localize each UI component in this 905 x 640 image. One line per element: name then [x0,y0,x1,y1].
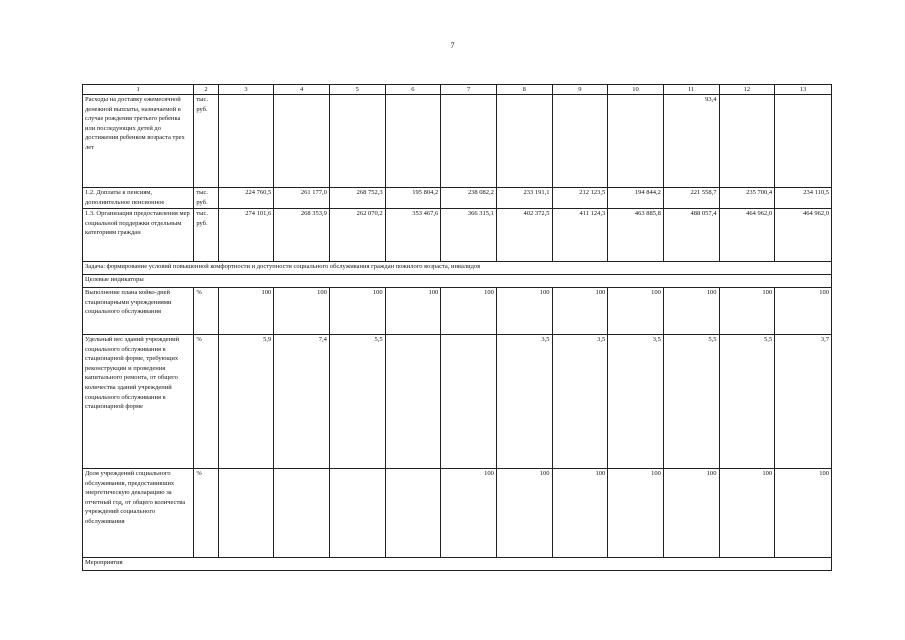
column-number-row [83,85,832,95]
value-cell: 100 [552,288,608,335]
column-header: 4 [274,85,330,95]
activities-heading: Мероприятия [83,558,832,571]
column-header: 3 [218,85,274,95]
value-cell: 5,5 [719,335,775,469]
value-cell: 411 124,3 [552,209,608,262]
value-cell: 100 [441,469,497,558]
row-unit: % [194,469,218,558]
value-cell: 100 [218,288,274,335]
value-cell: 212 123,5 [552,188,608,209]
value-cell [608,95,664,188]
column-header: 12 [719,85,775,95]
table-row [83,209,832,262]
value-cell: 100 [552,469,608,558]
value-cell: 261 177,0 [274,188,330,209]
row-name: Выполнение плана койко-дней стационарными учреждениями социального обслуживания [83,288,194,335]
table-row [83,288,832,335]
table-row [83,188,832,209]
table-row [83,469,832,558]
value-cell: 195 804,2 [385,188,441,209]
value-cell: 5,5 [329,335,385,469]
value-cell: 194 844,2 [608,188,664,209]
value-cell: 100 [274,288,330,335]
value-cell [274,95,330,188]
indicators-heading: Целевые индикаторы [83,275,832,288]
value-cell: 100 [719,288,775,335]
value-cell [496,95,552,188]
value-cell: 93,4 [663,95,719,188]
column-header: 5 [329,85,385,95]
value-cell: 5,5 [663,335,719,469]
value-cell: 268 353,9 [274,209,330,262]
value-cell [329,469,385,558]
column-header: 9 [552,85,608,95]
row-unit: % [194,288,218,335]
value-cell [218,469,274,558]
row-unit: % [194,335,218,469]
column-header: 13 [775,85,832,95]
value-cell: 221 558,7 [663,188,719,209]
task-heading: Задача: формирование условий повышенной комфортности и доступности социального обслуживания граждан пожилого возраста, инвалидов [83,262,832,275]
value-cell [385,95,441,188]
value-cell [218,95,274,188]
table-row [83,335,832,469]
value-cell: 366 315,1 [441,209,497,262]
value-cell: 488 057,4 [663,209,719,262]
value-cell: 233 191,1 [496,188,552,209]
value-cell [385,335,441,469]
value-cell [719,95,775,188]
value-cell: 274 101,6 [218,209,274,262]
row-unit: тыс. руб. [194,209,218,262]
value-cell [329,95,385,188]
value-cell: 100 [719,469,775,558]
value-cell: 402 372,5 [496,209,552,262]
value-cell: 353 467,6 [385,209,441,262]
column-header: 10 [608,85,664,95]
value-cell [441,95,497,188]
row-name: 1.3. Организация предоставления мер социальной поддержки отдельным категориям граждан [83,209,194,262]
value-cell: 100 [663,288,719,335]
column-header: 2 [194,85,218,95]
value-cell: 268 752,3 [329,188,385,209]
row-name: Доля учреждений социального обслуживания, предоставивших энергетическую декларацию за отчетный год, от общего количества учреждений социального обслуживания [83,469,194,558]
program-indicators-table [82,84,832,571]
row-name: 1.2. Доплаты к пенсиям, дополнительное пенсионное [83,188,194,209]
value-cell: 464 962,0 [775,209,832,262]
value-cell: 3,5 [552,335,608,469]
value-cell: 100 [496,288,552,335]
value-cell: 3,7 [775,335,832,469]
value-cell: 3,5 [608,335,664,469]
table-row [83,95,832,188]
value-cell: 464 962,0 [719,209,775,262]
value-cell: 100 [329,288,385,335]
value-cell: 100 [608,288,664,335]
value-cell: 100 [496,469,552,558]
row-name: Удельный вес зданий учреждений социального обслуживания в стационарной форме, требующих реконструкции и проведения капитального ремонта, от общего количества зданий учреждений социального обслуживания в стационарной форме [83,335,194,469]
value-cell: 262 070,2 [329,209,385,262]
value-cell: 100 [775,288,832,335]
value-cell: 234 110,5 [775,188,832,209]
column-header: 11 [663,85,719,95]
column-header: 6 [385,85,441,95]
value-cell: 238 082,2 [441,188,497,209]
row-unit: тыс. руб. [194,188,218,209]
value-cell [385,469,441,558]
value-cell: 7,4 [274,335,330,469]
value-cell: 463 885,8 [608,209,664,262]
column-header: 8 [496,85,552,95]
column-header: 1 [83,85,194,95]
value-cell: 100 [608,469,664,558]
value-cell: 3,5 [496,335,552,469]
section-row [83,558,832,571]
value-cell [552,95,608,188]
page-number: 7 [450,41,455,50]
value-cell: 100 [441,288,497,335]
section-row [83,262,832,275]
row-unit: тыс. руб. [194,95,218,188]
value-cell: 100 [385,288,441,335]
value-cell: 100 [775,469,832,558]
value-cell: 235 700,4 [719,188,775,209]
row-name: Расходы на доставку ежемесячной денежной выплаты, назначаемой в случае рождения третьего ребенка или последующих детей до достижения ребенком возраста трех лет [83,95,194,188]
section-row [83,275,832,288]
value-cell [274,469,330,558]
value-cell: 5,9 [218,335,274,469]
column-header: 7 [441,85,497,95]
value-cell [775,95,832,188]
value-cell: 224 760,5 [218,188,274,209]
value-cell: 100 [663,469,719,558]
value-cell [441,335,497,469]
